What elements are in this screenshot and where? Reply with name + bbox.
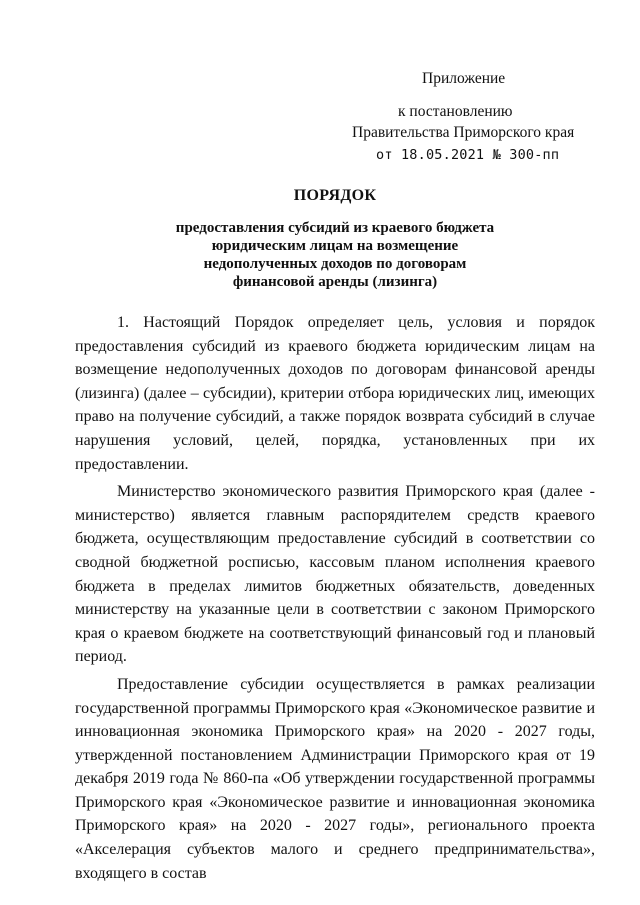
paragraph-2: Министерство экономического развития Приморского края (далее - министерство) является главным распорядителем средств краевого бюджета, осуществляющим предоставление субсидий в соответствии со сводной бюджетной росписью, кассовым планом исполнения краевого бюджета в пределах лимитов бюджетных обязательств, доведенных министерству на указанные цели в соответствии с законом Приморского края о краевом бюджете на соответствующий финансовый год и плановый период. (75, 483, 595, 666)
subtitle-line: предоставления субсидий из краевого бюджета (175, 220, 495, 236)
document-body (75, 311, 595, 885)
paragraph-3: Предоставление субсидии осуществляется в рамках реализации государственной программы Приморского края «Экономическое развитие и инновационная экономика Приморского края» на 2020 - 2027 годы, утвержденной постановлением Администрации Приморского края от 19 декабря 2019 года № 860-па «Об утверждении государственной программы Приморского края «Экономическое развитие и инновационная экономика Приморского края» на 2020 - 2027 годы», регионального проекта «Акселерация субъектов малого и среднего предпринимательства», входящего в состав (75, 675, 595, 882)
resolution-ref: к постановлению (398, 103, 513, 120)
subtitle-line: недополученных доходов по договорам (203, 256, 467, 272)
document-heading (75, 186, 595, 291)
subtitle-line: юридическим лицам на возмещение (211, 238, 459, 254)
subtitle-line: финансовой аренды (лизинга) (232, 274, 438, 290)
document-title: ПОРЯДОК (293, 187, 377, 204)
government-name: Правительства Приморского края (352, 124, 575, 141)
appendix-label: Приложение (422, 70, 506, 87)
paragraph-1: 1. Настоящий Порядок определяет цель, условия и порядок предоставления субсидий из краевого бюджета юридическим лицам на возмещение недополученных доходов по договорам финансовой аренды (лизинга) (далее – субсидии), критерии отбора юридических лиц, имеющих право на получение субсидий, а также порядок возврата субсидий в случае нарушения условий, целей, порядка, установленных при их предоставлении. (75, 314, 595, 473)
document-subtitle (75, 219, 595, 291)
resolution-date-number: от 18.05.2021 № 300-пп (376, 147, 560, 163)
approval-stamp (350, 68, 600, 166)
